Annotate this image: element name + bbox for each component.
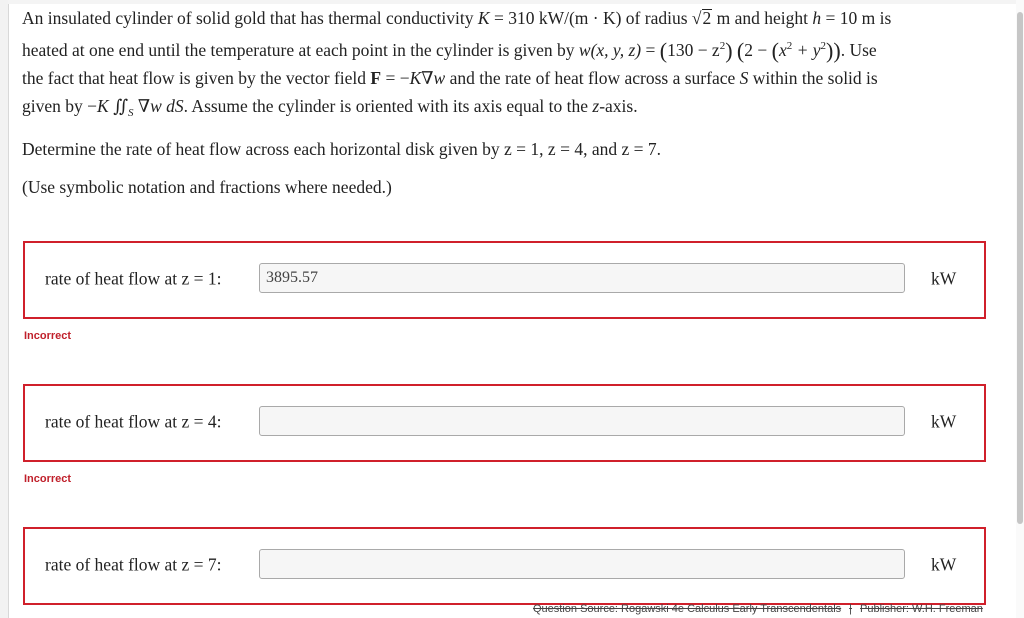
k-variable: K: [97, 96, 109, 116]
surface-variable: S: [739, 68, 749, 88]
answer-input-z1[interactable]: 3895.57: [259, 263, 905, 293]
determine-instruction: Determine the rate of heat flow across each horizontal disk given by z = 1, z = 4, and z = 7.: [22, 139, 661, 159]
unit-label-z4: kW: [931, 411, 957, 432]
scrollbar-thumb[interactable]: [1017, 12, 1023, 524]
problem-paragraph: An insulated cylinder of solid gold that has thermal conductivity K = 310 kW/(m · K) of radius √2 m and height h = 10 m is heated at one end until the temperature at each point in the cylinder is given by w(x, y, $z) = (130 - z^2)$ $(2 - (x^2 + y^2))$. Use the fact that heat flow is given by the vector field F = −K∇w and the rate of heat flow across a surface S within the solid is given by −K $∬_S$ ∇w dS. Assume the cylinder is oriented with its axis equal to the z-axis.: [22, 8, 892, 119]
problem-text: . Use: [840, 40, 877, 60]
sqrt-radicand: 2: [702, 8, 712, 28]
exponent: 2: [786, 40, 793, 52]
paren-open: (: [736, 38, 745, 63]
answer-label-z4: rate of heat flow at z = 4:: [45, 411, 222, 432]
nabla-symbol: ∇: [133, 96, 151, 116]
paren-close: ): [826, 38, 834, 63]
unit-label-z7: kW: [931, 554, 957, 575]
exponent: 2: [719, 40, 726, 52]
problem-text: within the solid is: [748, 68, 878, 88]
z-variable: z: [592, 96, 600, 116]
answer-input-z7[interactable]: [259, 549, 905, 579]
answer-box-z1: [23, 241, 986, 319]
status-incorrect-z1: Incorrect: [24, 330, 72, 342]
h-variable: h: [812, 8, 822, 28]
problem-statement: [22, 4, 1002, 201]
problem-text: and the rate of heat flow across a surface: [445, 68, 740, 88]
answer-box-z4: [23, 384, 986, 462]
unit-label-z1: kW: [931, 268, 957, 289]
double-integral: ∬: [108, 96, 128, 116]
publisher-text: Publisher: W.H. Freeman: [860, 603, 983, 615]
exponent: 2: [820, 40, 827, 52]
problem-text: heated at one end until the temperature at each point in the cylinder is given by: [22, 40, 579, 60]
problem-text: An insulated cylinder of solid gold that has thermal conductivity: [22, 8, 474, 28]
source-separator: |: [849, 603, 853, 615]
k-variable: K: [477, 8, 490, 28]
source-text: Question Source: Rogawski 4e Calculus Early Transcendentals: [533, 603, 842, 615]
status-incorrect-z4: Incorrect: [24, 473, 72, 485]
x-variable: x: [778, 40, 787, 60]
equals-sign: =: [641, 40, 660, 60]
problem-text: . Assume the cylinder is oriented with its axis equal to the: [183, 96, 593, 116]
answer-label-z1: rate of heat flow at z = 1:: [45, 268, 222, 289]
integrand: w dS: [150, 96, 184, 116]
problem-text: the fact that heat flow is given by the vector field: [22, 68, 371, 88]
temperature-function: w(x, y, z): [578, 40, 642, 60]
y-term: + y: [792, 40, 821, 60]
integral-subscript: S: [127, 107, 134, 119]
problem-text: = −: [381, 68, 410, 88]
problem-text: given by −: [22, 96, 97, 116]
answer-label-z7: rate of heat flow at z = 7:: [45, 554, 222, 575]
notation-hint: (Use symbolic notation and fractions where needed.): [22, 177, 392, 197]
factor-one: 130 − z: [667, 40, 720, 60]
question-source: [533, 603, 983, 615]
k-value: = 310 kW/(m · K) of radius: [489, 8, 692, 28]
vector-field-F: F: [370, 68, 382, 88]
paren-close: ): [833, 38, 841, 63]
height-value: = 10 m is: [821, 8, 892, 28]
paren-open: (: [659, 38, 668, 63]
left-frame-edge: [0, 0, 9, 618]
gradient-expression: K∇w: [409, 68, 446, 88]
paren-open: (: [771, 38, 779, 63]
paren-close: ): [725, 38, 733, 63]
factor-two: 2 −: [744, 40, 772, 60]
scrollbar[interactable]: [1016, 0, 1024, 618]
answer-box-z7: [23, 527, 986, 605]
problem-text: -axis.: [599, 96, 638, 116]
radius-text: m and height: [712, 8, 813, 28]
answer-input-z4[interactable]: [259, 406, 905, 436]
